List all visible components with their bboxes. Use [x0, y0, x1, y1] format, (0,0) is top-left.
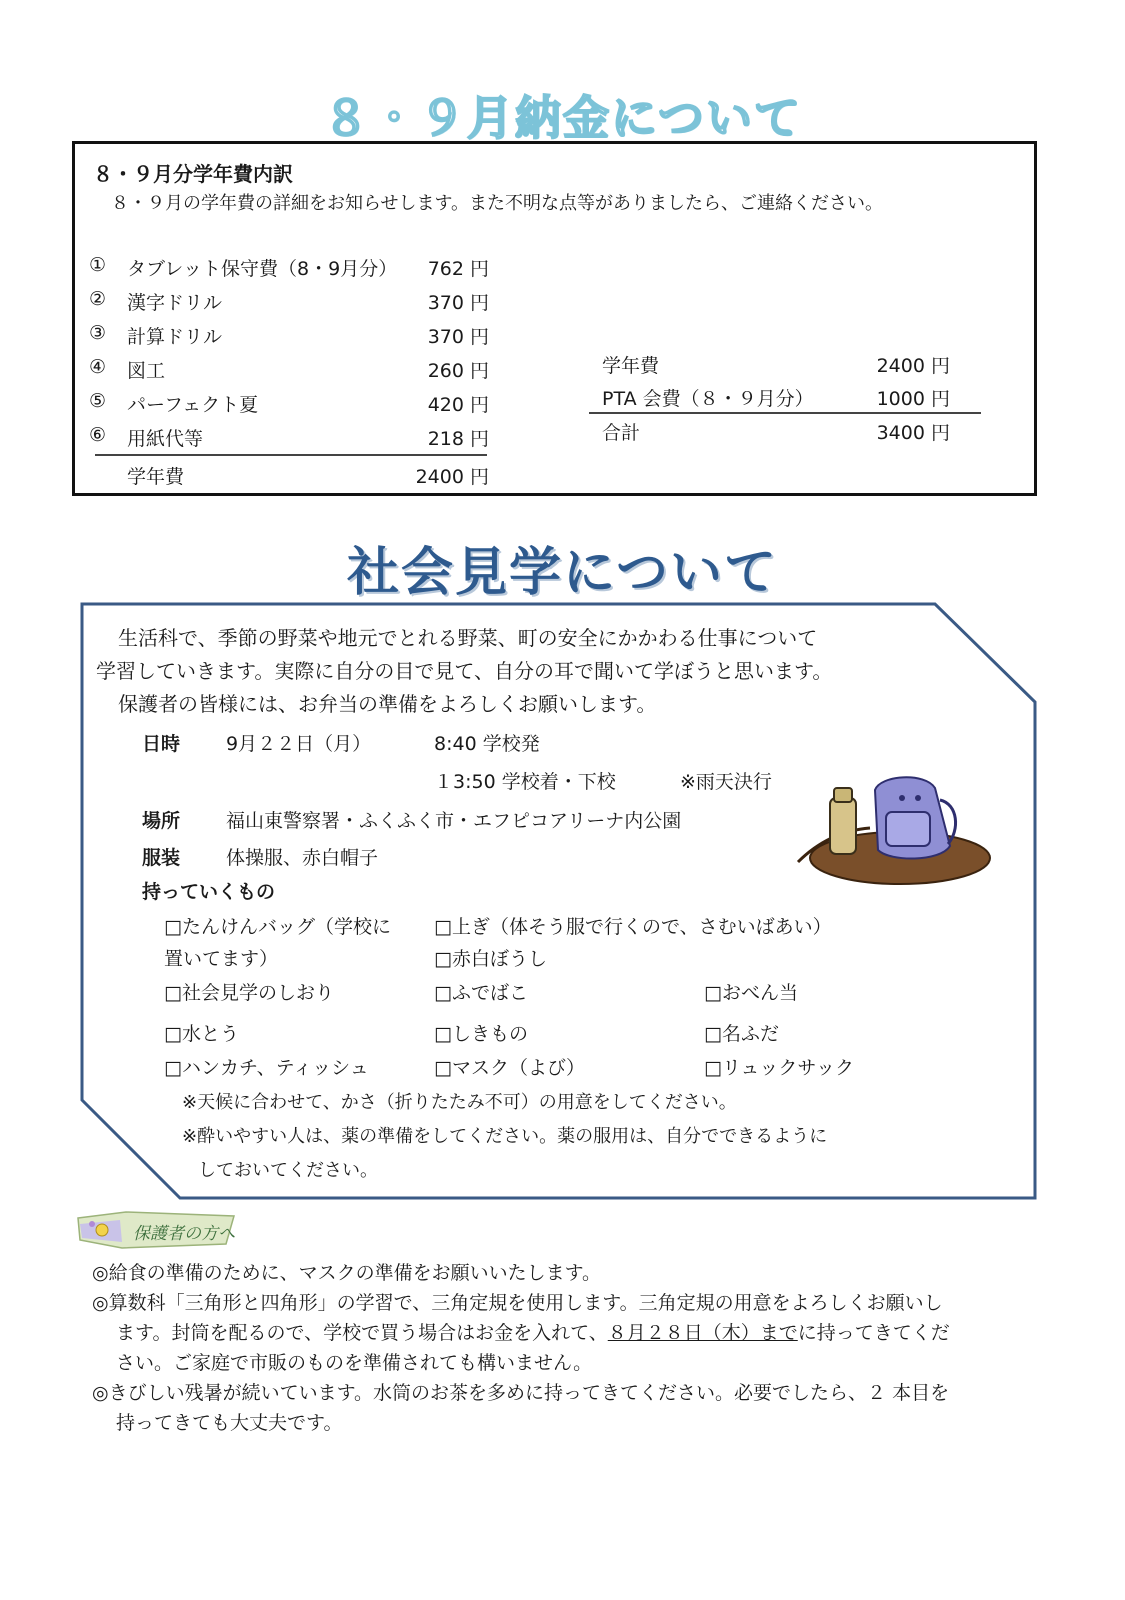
guardian-note: ◎給食の準備のために、マスクの準備をお願いいたします。 — [92, 1262, 602, 1284]
fee-row-amount: 260 円 — [427, 360, 489, 382]
guardian-note-text: に持ってきてくだ — [797, 1322, 950, 1344]
fee-row-number: ④ — [89, 356, 107, 378]
fee-row-amount: 420 円 — [427, 394, 489, 416]
checklist-item: □赤白ぼうし — [434, 948, 547, 970]
backpack-illustration — [790, 770, 995, 890]
total-label: 合計 — [602, 422, 641, 444]
bring-label: 持っていくもの — [142, 881, 276, 903]
fee-heading: ８・９月分学年費内訳 — [93, 162, 293, 186]
checklist-item: □マスク（よび） — [434, 1057, 585, 1079]
fee-row-amount: 370 円 — [427, 292, 489, 314]
datetime-label: 日時 — [142, 733, 181, 755]
checklist-item: □上ぎ（体そう服で行くので、さむいばあい） — [434, 916, 832, 938]
trip-return-time: １3:50 学校着・下校 — [434, 771, 616, 793]
trip-date: 9月２２日（月） — [226, 733, 372, 755]
fee-row-number: ① — [89, 254, 107, 276]
guardian-note: 持ってきても大丈夫です。 — [116, 1412, 343, 1434]
fee-row-amount: 218 円 — [427, 428, 489, 450]
total-amount: 3400 円 — [876, 422, 950, 444]
trip-intro-line: 生活科で、季節の野菜や地元でとれる野菜、町の安全にかかわる仕事について — [118, 626, 818, 650]
checklist-item: □社会見学のしおり — [164, 982, 334, 1004]
guardian-tag-label: 保護者の方へ — [133, 1224, 235, 1244]
fee-row-label: 用紙代等 — [127, 428, 204, 450]
guardian-note: ◎きびしい残暑が続いています。水筒のお茶を多めに持ってきてください。必要でしたら、２ 本目を — [92, 1382, 950, 1404]
summary-amount: 1000 円 — [876, 388, 950, 410]
checklist-item: □ふでばこ — [434, 982, 528, 1004]
summary-label: 学年費 — [602, 355, 660, 377]
trip-intro-line: 学習していきます。実際に自分の目で見て、自分の耳で聞いて学ぼうと思います。 — [96, 659, 833, 683]
fee-row-number: ⑥ — [89, 424, 107, 446]
clothes-label: 服装 — [142, 847, 181, 869]
fee-row-label: タブレット保守費（8・9月分） — [127, 258, 398, 280]
guardian-note — [116, 1318, 950, 1345]
fee-row-number: ③ — [89, 322, 107, 344]
trip-note: しておいてください。 — [198, 1160, 378, 1181]
field-trip-title: 社会見学について — [347, 543, 778, 603]
checklist-item: 置いてます） — [164, 948, 279, 970]
trip-intro-line: 保護者の皆様には、お弁当の準備をよろしくお願いします。 — [118, 692, 657, 716]
rain-note: ※雨天決行 — [680, 771, 772, 793]
fee-row-label: 図工 — [127, 360, 166, 382]
fee-row-label: 計算ドリル — [127, 326, 223, 348]
trip-note: ※酔いやすい人は、薬の準備をしてください。薬の服用は、自分でできるように — [182, 1126, 828, 1147]
trip-departure-time: 8:40 学校発 — [434, 733, 540, 755]
checklist-item: □水とう — [164, 1023, 239, 1045]
fee-row-label: 漢字ドリル — [127, 292, 223, 314]
fee-intro: ８・９月の学年費の詳細をお知らせします。また不明な点等がありましたら、ご連絡ください。 — [111, 193, 884, 214]
fees-title: ８・９月納金について — [322, 91, 803, 145]
checklist-item: □おべん当 — [704, 982, 798, 1004]
fee-row-amount: 762 円 — [427, 258, 489, 280]
guardian-note: さい。ご家庭で市販のものを準備されても構いません。 — [116, 1352, 593, 1374]
fee-row-number: ② — [89, 288, 107, 310]
trip-clothes: 体操服、赤白帽子 — [226, 847, 379, 869]
subtotal-amount: 2400 円 — [415, 466, 489, 488]
fee-row-amount: 370 円 — [427, 326, 489, 348]
checklist-item: □たんけんバッグ（学校に — [164, 916, 391, 938]
trip-place: 福山東警察署・ふくふく市・エフピコアリーナ内公園 — [226, 810, 682, 832]
checklist-item: □しきもの — [434, 1023, 528, 1045]
summary-amount: 2400 円 — [876, 355, 950, 377]
checklist-item: □名ふだ — [704, 1023, 779, 1045]
subtotal-label: 学年費 — [127, 466, 185, 488]
place-label: 場所 — [142, 810, 181, 832]
checklist-item: □ハンカチ、ティッシュ — [164, 1057, 369, 1079]
checklist-item: □リュックサック — [704, 1057, 855, 1079]
summary-label: PTA 会費（８・９月分） — [602, 388, 814, 410]
deadline-date: ８月２８日（木）まで — [607, 1322, 798, 1344]
guardian-note-text: ます。封筒を配るので、学校で買う場合はお金を入れて、 — [116, 1322, 608, 1344]
trip-note: ※天候に合わせて、かさ（折りたたみ不可）の用意をしてください。 — [182, 1092, 737, 1113]
guardian-note: ◎算数科「三角形と四角形」の学習で、三角定規を使用します。三角定規の用意をよろしくお願いし — [92, 1292, 943, 1314]
fee-row-number: ⑤ — [89, 390, 107, 412]
fee-row-label: パーフェクト夏 — [127, 394, 259, 416]
